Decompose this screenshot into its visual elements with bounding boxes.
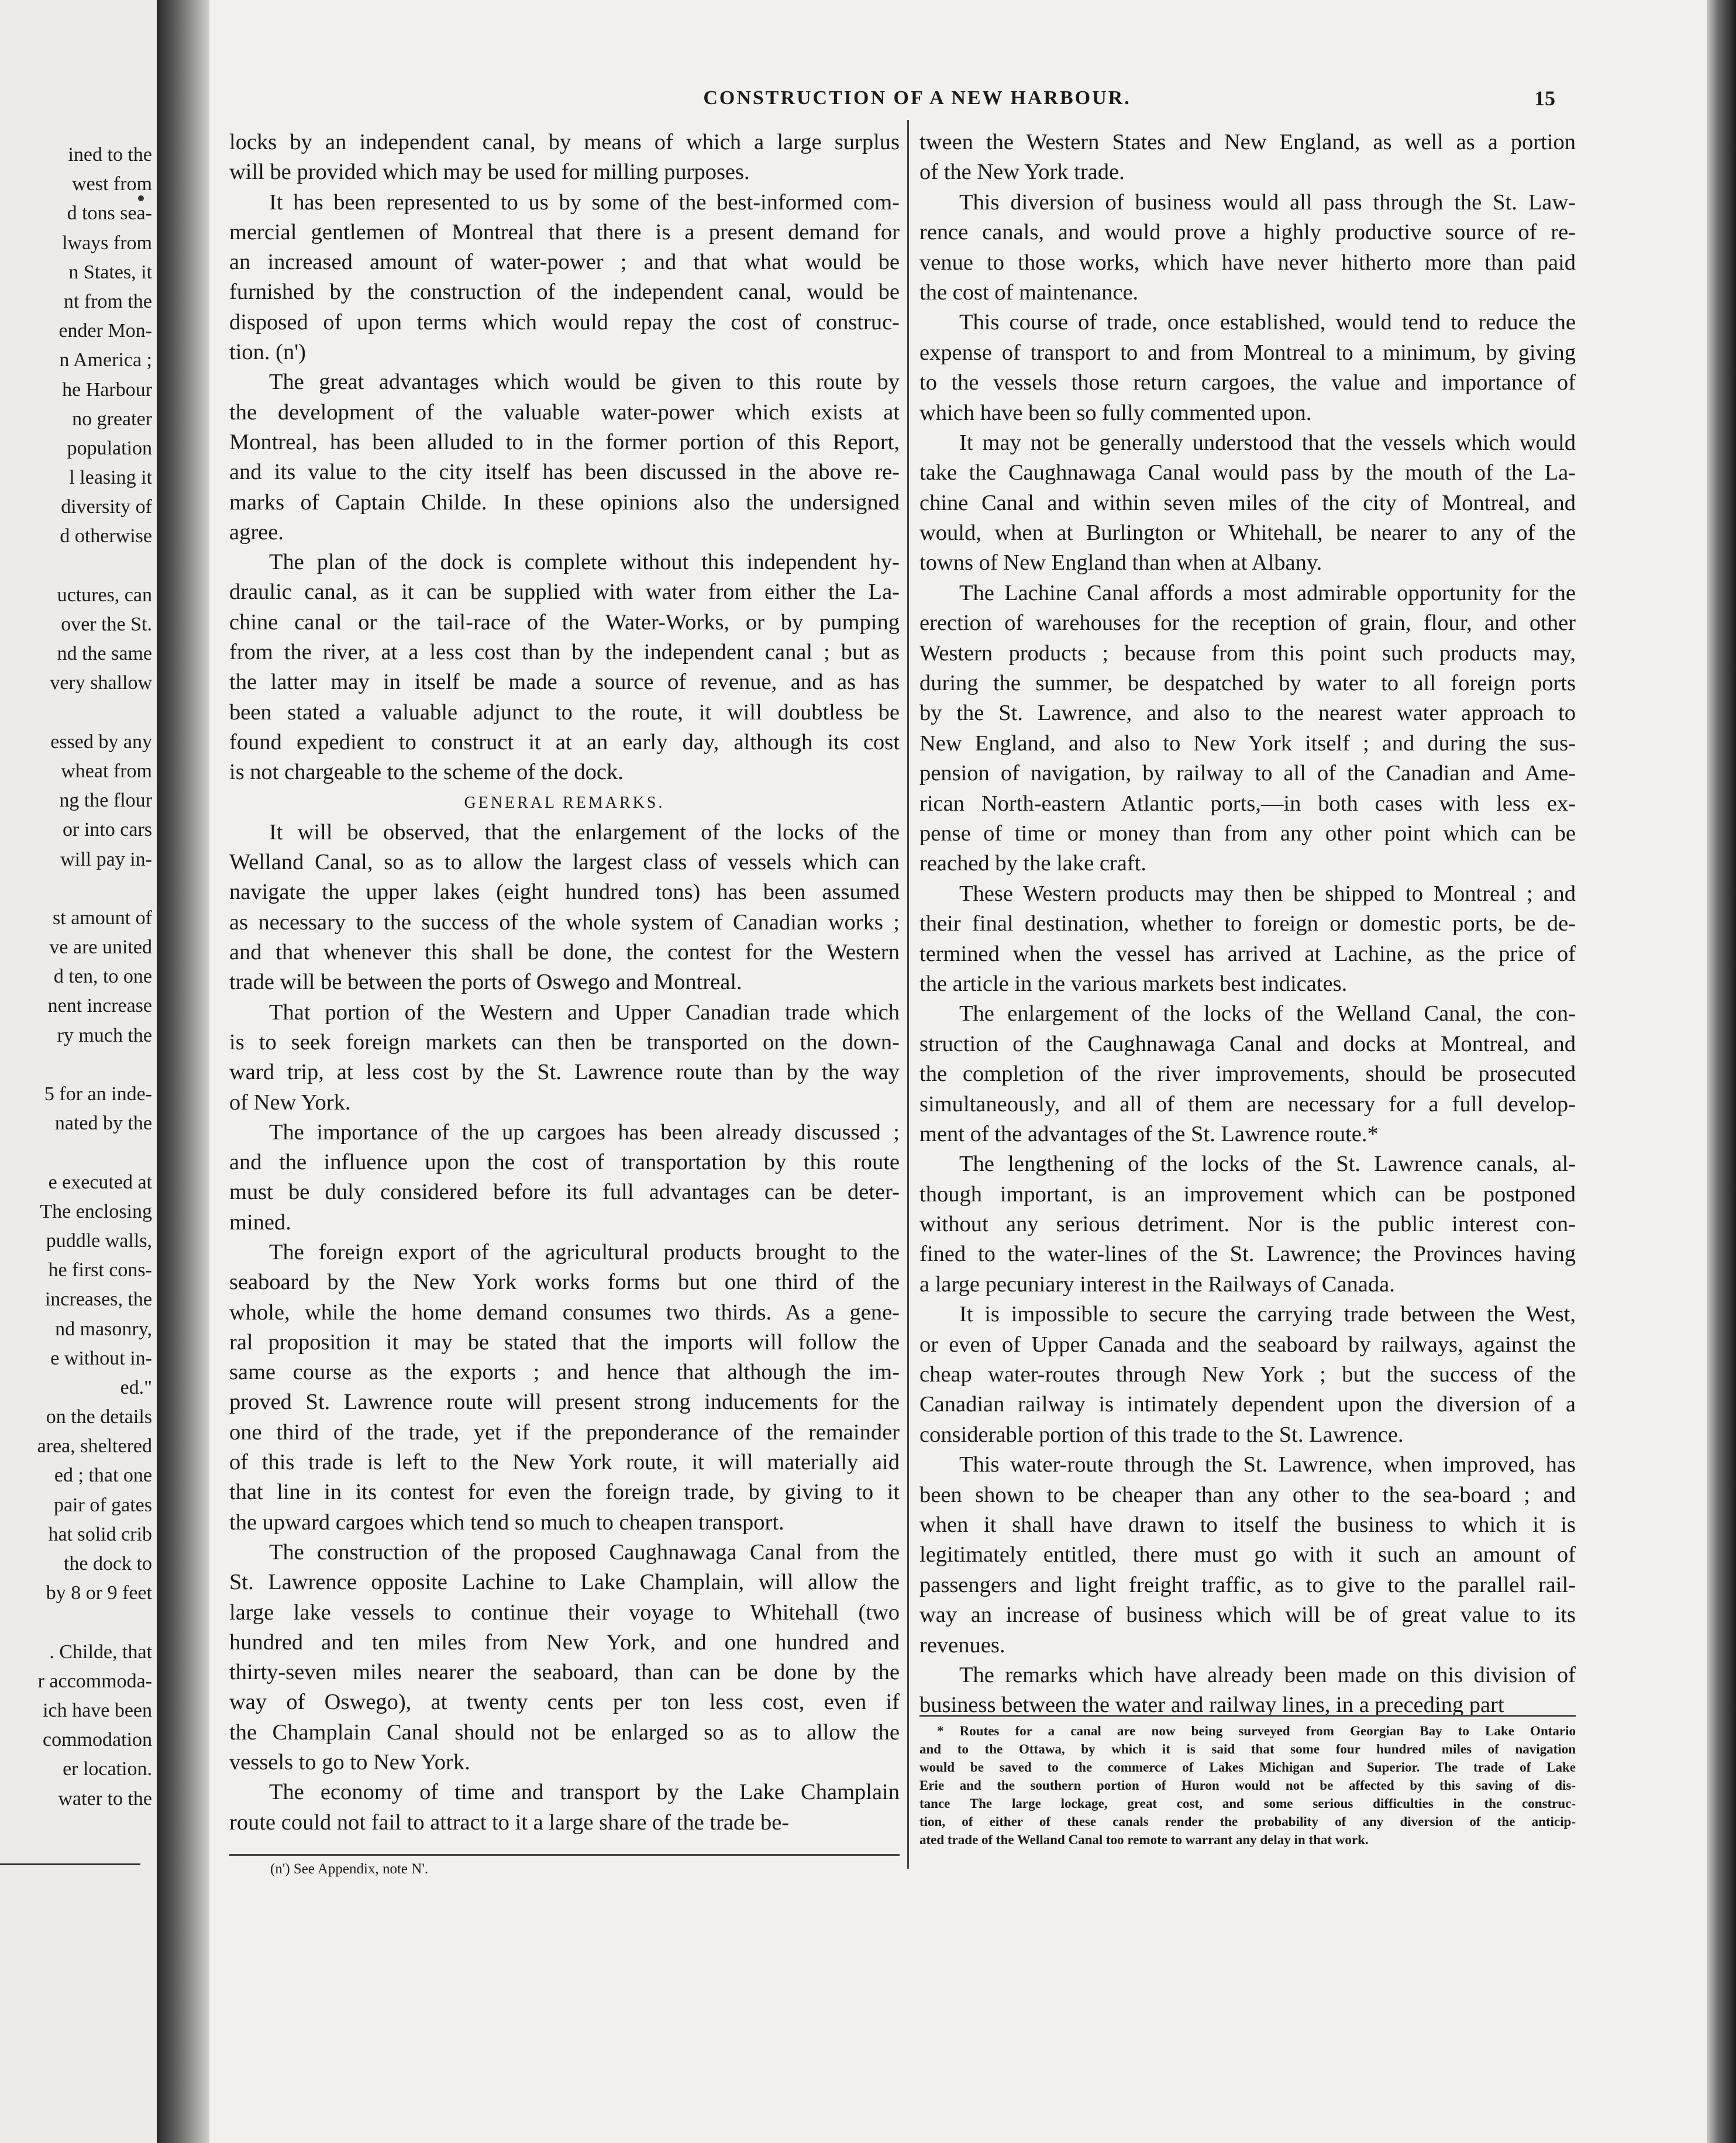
text-line: passengers and light freight traffic, as to give to the parallel rail- [919,1572,1576,1597]
fragment-line: n States, it [68,261,152,283]
text-line: erection of warehouses for the reception of grain, flour, and other [919,611,1576,636]
footnote-line: tance The large lockage, great cost, and some serious difficulties in the construc- [919,1796,1576,1811]
text-line: This water-route through the St. Lawrence, when improved, has [959,1452,1576,1477]
text-line: The enlargement of the locks of the Welland Canal, the con- [959,1001,1576,1026]
text-line: It is impossible to secure the carrying trade between the West, [959,1302,1576,1327]
text-line: and that whenever this shall be done, the contest for the Western [229,940,900,965]
facing-page-footnote-rule [0,1863,140,1865]
ink-dot [138,195,144,201]
column-divider [907,120,909,1869]
fragment-line: ender Mon- [58,320,152,342]
fragment-line: d tons sea- [67,202,152,225]
section-heading: GENERAL REMARKS. [464,793,665,812]
text-line: Western products ; because from this point such products may, [919,640,1576,666]
fragment-line: n America ; [59,349,152,371]
text-line: furnished by the construction of the independent canal, would be [229,280,900,305]
fragment-line: increases, the [44,1288,152,1311]
text-line: way an increase of business which will be of great value to its [919,1603,1576,1628]
text-line: The Lachine Canal affords a most admirable opportunity for the [959,580,1576,605]
text-line: the cost of maintenance. [919,280,1139,305]
text-line: simultaneously, and all of them are necessary for a full develop- [919,1091,1576,1117]
text-line: found expedient to construct it at an early day, although its cost [229,729,900,754]
text-line: as necessary to the success of the whole system of Canadian works ; [229,909,900,935]
text-line: the Champlain Canal should not be enlarged so as to allow the [229,1720,900,1745]
text-line: of this trade is left to the New York route, it will materially aid [229,1450,900,1475]
fragment-line: by 8 or 9 feet [46,1582,152,1604]
text-line: trade will be between the ports of Oswego and Montreal. [229,970,742,995]
text-line: will be provided which may be used for milling purposes. [229,160,750,185]
text-line: rence canals, and would prove a highly productive source of re- [919,220,1576,245]
text-line: The importance of the up cargoes has been already discussed ; [269,1119,900,1145]
text-line: The plan of the dock is complete without this independent hy- [269,550,900,575]
book-gutter-shadow [157,0,209,2143]
footnote-rule-right [919,1715,1576,1717]
page-number: 15 [1534,87,1555,110]
text-line: and its value to the city itself has been discussed in the above re- [229,460,900,485]
text-line: That portion of the Western and Upper Canadian trade which [269,1000,900,1025]
footnote-line: and to the Ottawa, by which it is said that some four hundred miles of navigation [919,1742,1576,1756]
text-line: tion. (n') [229,340,306,365]
fragment-line: l leasing it [69,467,152,489]
fragment-line: e without in- [50,1347,152,1369]
text-line: hundred and ten miles from New York, and one hundred and [229,1629,900,1655]
fragment-line: area, sheltered [37,1435,152,1458]
text-line: way of Oswego), at twenty cents per ton less cost, even if [229,1690,900,1715]
text-line: pension of navigation, by railway to all of the Canadian and Ame- [919,761,1576,786]
text-line: expense of transport to and from Montreal to a minimum, by giving [919,340,1576,365]
text-line: The lengthening of the locks of the St. Lawrence canals, al- [959,1152,1576,1177]
fragment-line: The enclosing [40,1200,152,1222]
text-line: been shown to be cheaper than any other to the sea-board ; and [919,1482,1576,1507]
fragment-line: or into cars [63,819,152,841]
text-line: without any serious detriment. Nor is the public interest con- [919,1212,1576,1237]
footnote-line: ated trade of the Welland Canal too remote to warrant any delay in that work. [919,1832,1369,1847]
fragment-line: nated by the [54,1112,152,1135]
fragment-line [0,552,157,581]
fragment-line: over the St. [61,614,152,635]
text-line: rican North-eastern Atlantic ports,—in both cases with less ex- [919,791,1576,816]
text-line: vessels to go to New York. [229,1750,470,1775]
text-line: large lake vessels to continue their voyage to Whitehall (two [229,1600,900,1625]
fragment-line: nt from the [63,290,152,312]
text-line: St. Lawrence opposite Lachine to Lake Champlain, will allow the [229,1570,900,1595]
fragment-line: d ten, to one [53,966,152,988]
fragment-line: west from [72,173,152,195]
fragment-line [0,1608,157,1637]
text-line: This course of trade, once established, would tend to reduce the [959,310,1576,335]
text-line: locks by an independent canal, by means of which a large surplus [229,130,900,154]
text-line: by the St. Lawrence, and also to the nearest water approach to [919,701,1576,726]
text-line: Welland Canal, so as to allow the largest class of vessels which can [229,850,900,875]
text-line: ward trip, at less cost by the St. Lawrence route than by the way [229,1060,900,1085]
text-line: agree. [229,519,284,545]
text-line: pense of time or money than from any other point which can be [919,821,1576,846]
text-line: revenues. [919,1632,1005,1658]
text-line: during the summer, be despatched by water to all foreign ports [919,671,1576,696]
fragment-line: st amount of [53,907,152,929]
fragment-line: ng the flour [59,790,152,812]
text-line: a large pecuniary interest in the Railways of Canada. [919,1272,1395,1297]
text-line: the completion of the river improvements, should be prosecuted [919,1062,1576,1087]
text-column-right [919,128,1576,1721]
text-column-left [229,128,900,1838]
text-line: chine Canal and within seven miles of the city of Montreal, and [919,490,1576,515]
fragment-line: . Childe, that [49,1641,152,1663]
text-line: been stated a valuable adjunct to the route, it will doubtless be [229,700,900,725]
text-line: same course as the exports ; and hence that although the im- [229,1360,900,1385]
fragment-line: on the details [46,1406,152,1428]
text-line: marks of Captain Childe. In these opinions also the undersigned [229,490,900,515]
text-line: reached by the lake craft. [919,851,1146,876]
text-line: seaboard by the New York works forms but one third of the [229,1270,900,1295]
text-line: take the Caughnawaga Canal would pass by the mouth of the La- [919,460,1576,485]
fragment-line: ed ; that one [54,1465,152,1487]
text-line: fined to the water-lines of the St. Lawrence; the Provinces having [919,1242,1576,1267]
text-line: ment of the advantages of the St. Lawrence route.* [919,1121,1379,1146]
text-line: is not chargeable to the scheme of the dock. [229,760,624,785]
text-line: whole, while the home demand consumes two thirds. As a gene- [229,1300,900,1325]
fragment-line: ed." [120,1376,152,1398]
text-line: chine canal or the tail-race of the Water-Works, or by pumping [229,609,900,635]
text-line: the latter may in itself be made a source of revenue, and as has [229,670,900,695]
text-line: It has been represented to us by some of the best-informed com- [269,190,900,215]
fragment-line: wheat from [61,760,152,782]
text-line: cheap water-routes through New York ; but the success of the [919,1362,1576,1387]
footnote-line: would be saved to the commerce of Lakes Michigan and Superior. The trade of Lake [919,1760,1576,1775]
text-line: proved St. Lawrence route will present strong inducements for the [229,1390,900,1415]
text-line: mercial gentlemen of Montreal that there is a present demand for [229,219,900,244]
fragment-line: nd masonry, [55,1318,152,1340]
footnote-line: (n') See Appendix, note N'. [270,1861,429,1877]
page-edge-shadow [1707,0,1736,2143]
text-line: route could not fail to attract to it a large share of the trade be- [229,1810,790,1835]
text-line: draulic canal, as it can be supplied with water from either the La- [229,580,900,605]
text-line: legitimately entitled, there must go with it such an amount of [919,1542,1576,1567]
text-line: The great advantages which would be given to this route by [269,370,900,395]
fragment-line: er location. [63,1758,152,1780]
fragment-line [0,1050,157,1080]
fragment-line: diversity of [61,496,152,518]
text-line: disposed of upon terms which would repay the cost of construc- [229,309,900,335]
fragment-line [0,874,157,904]
text-line: termined when the vessel has arrived at Lachine, as the price of [919,941,1576,966]
fragment-line: commodation [43,1729,152,1751]
text-line: to the vessels those return cargoes, the value and importance of [919,370,1576,395]
fragment-line [0,1138,157,1167]
text-line: The remarks which have already been made on this division of [959,1662,1576,1687]
fragment-line: nent increase [47,995,152,1017]
text-line: The economy of time and transport by the Lake Champlain [269,1780,900,1805]
text-line: business between the water and railway lines, in a preceding part [919,1693,1504,1718]
fragment-line: population [67,437,152,459]
fragment-line: no greater [72,408,152,430]
text-line: towns of New England than when at Albany. [919,550,1322,576]
text-line: is to seek foreign markets can then be transported on the down- [229,1029,900,1055]
fragment-line: water to the [58,1787,152,1810]
text-line: This diversion of business would all pass through the St. Law- [959,190,1576,215]
fragment-line: uctures, can [57,584,152,606]
text-line: venue to those works, which have never hitherto more than paid [919,250,1576,275]
footnote-line: tion, of either of these canals render the probability of any diversion of the anticip- [919,1814,1576,1829]
fragment-line: ry much the [57,1024,152,1046]
text-line: which have been so fully commented upon. [919,400,1312,425]
text-line: or even of Upper Canada and the seaboard by railways, against the [919,1332,1576,1357]
fragment-line: essed by any [50,731,152,753]
fragment-line: e executed at [48,1171,152,1193]
text-line: one third of the trade, yet if the preponderance of the remainder [229,1420,900,1445]
footnote-left [229,1860,900,1878]
fragment-line: ich have been [43,1699,152,1721]
fragment-line: lways from [62,232,152,254]
text-line: would, when at Burlington or Whitehall, be nearer to any of the [919,521,1576,546]
text-line: thirty-seven miles nearer the seaboard, than can be done by the [229,1660,900,1685]
text-line: Montreal, has been alluded to in the former portion of this Report, [229,429,900,454]
text-line: that line in its contest for even the foreign trade, by giving to it [229,1480,900,1505]
running-header [209,82,1707,115]
text-line: and the influence upon the cost of transportation by this route [229,1150,900,1175]
fragment-line: ve are united [49,936,152,959]
text-line: an increased amount of water-power ; and that what would be [229,250,900,275]
fragment-line: r accommoda- [37,1670,152,1692]
fragment-line: 5 for an inde- [44,1083,152,1105]
facing-page [0,0,157,2143]
text-line: of New York. [229,1090,351,1115]
text-line: These Western products may then be shipped to Montreal ; and [959,881,1576,906]
text-line: considerable portion of this trade to the St. Lawrence. [919,1422,1404,1447]
text-line: the article in the various markets best indicates. [919,971,1348,996]
text-line: New England, and also to New York itself ; and during the sus- [919,731,1576,756]
text-line: ral proposition it may be stated that the imports will follow the [229,1329,900,1355]
fragment-line: puddle walls, [46,1229,152,1252]
fragment-line: d otherwise [60,525,152,547]
fragment-line: he first cons- [48,1259,152,1281]
fragment-line: will pay in- [60,848,152,870]
text-line: the upward cargoes which tend so much to cheapen transport. [229,1510,784,1535]
fragment-line: nd the same [57,643,152,665]
text-line: Canadian railway is intimately dependent upon the diversion of a [919,1392,1576,1417]
text-line: tween the Western States and New England, as well as a portion [919,130,1576,154]
text-line: navigate the upper lakes (eight hundred tons) has been assumed [229,880,900,905]
fragment-line: the dock to [63,1553,152,1574]
fragment-line: hat solid crib [48,1523,152,1545]
text-line: struction of the Caughnawaga Canal and docks at Montreal, and [919,1031,1576,1056]
fragment-line: very shallow [50,672,152,694]
fragment-line: he Harbour [62,378,152,401]
text-line: The construction of the proposed Caughnawaga Canal from the [269,1539,900,1565]
text-line: the development of the valuable water-power which exists at [229,399,900,425]
page-header-title: CONSTRUCTION OF A NEW HARBOUR. [703,87,1131,109]
text-line: of the New York trade. [919,160,1125,185]
footnote-line: Erie and the southern portion of Huron would not be affected by this saving of dis- [919,1778,1576,1793]
footnote-rule-left [229,1854,900,1856]
fragment-line: ined to the [68,144,152,166]
text-line: It will be observed, that the enlargement of the locks of the [269,819,900,845]
text-line: though important, is an improvement which can be postponed [919,1181,1576,1207]
text-line: The foreign export of the agricultural products brought to the [269,1239,900,1265]
facing-page-text [0,140,157,1814]
footnote-line: * Routes for a canal are now being surveyed from Georgian Bay to Lake Ontario [937,1724,1576,1738]
fragment-line: pair of gates [53,1494,152,1516]
text-line: their final destination, whether to foreign or domestic ports, be de- [919,911,1576,936]
text-line: It may not be generally understood that the vessels which would [959,430,1576,455]
text-line: from the river, at a less cost than by the independent canal ; but as [229,640,900,665]
text-line: mined. [229,1210,291,1235]
footnote-right [919,1722,1576,1849]
text-line: when it shall have drawn to itself the business to which it is [919,1512,1576,1537]
fragment-line [0,698,157,728]
text-line: must be duly considered before its full advantages can be deter- [229,1180,900,1205]
